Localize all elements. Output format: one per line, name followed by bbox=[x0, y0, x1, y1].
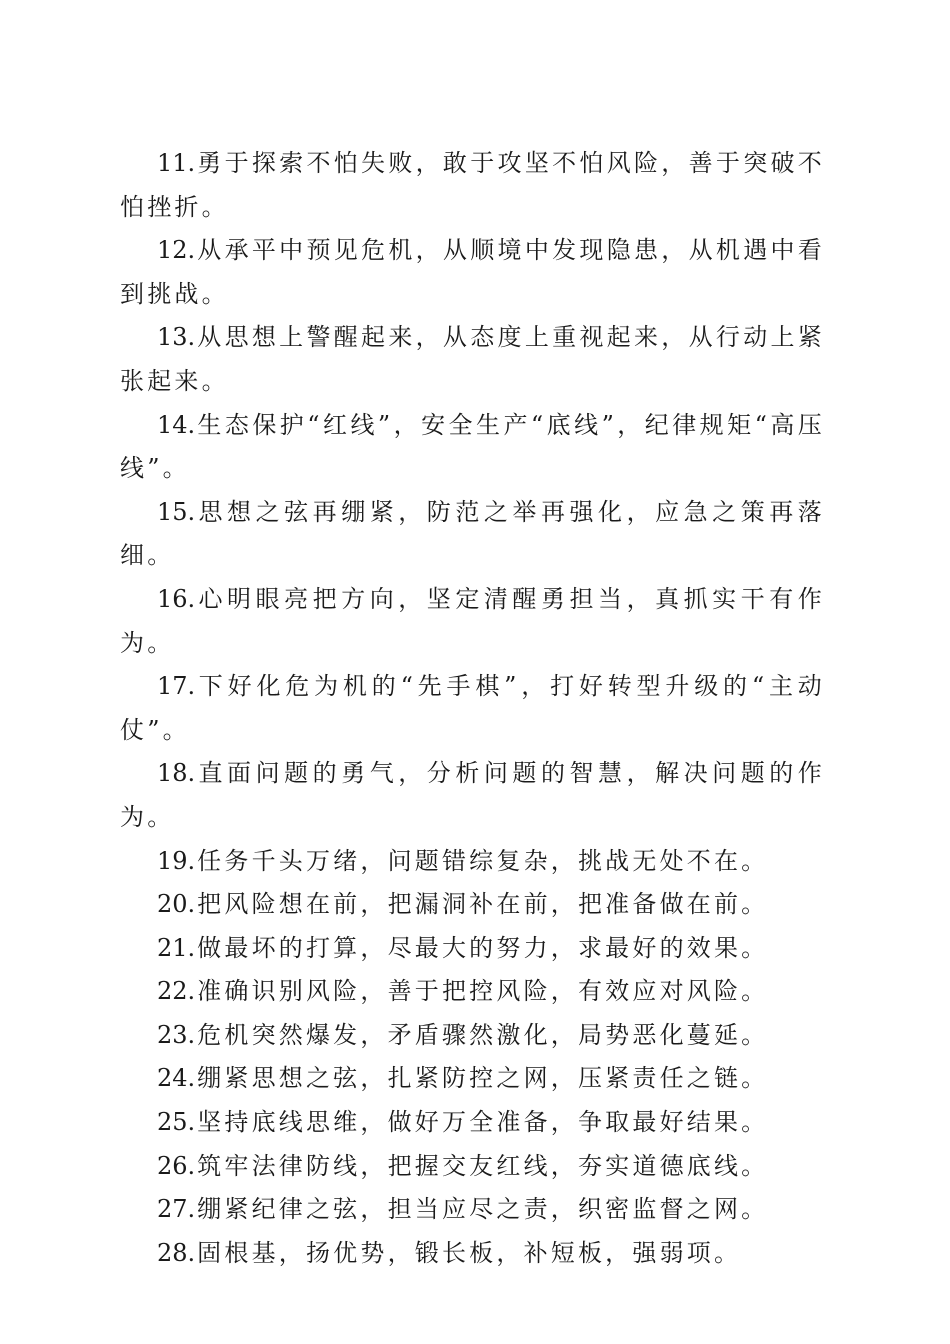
item-text: 下好化危为机的“先手棋”，打好转型升级的“主动仗”。 bbox=[120, 672, 825, 744]
item-text: 从承平中预见危机，从顺境中发现隐患，从机遇中看到挑战。 bbox=[120, 236, 825, 308]
list-item bbox=[120, 142, 825, 229]
item-number: 12. bbox=[157, 236, 196, 265]
list-item bbox=[120, 927, 825, 971]
list-item bbox=[120, 665, 825, 752]
item-number: 21. bbox=[157, 933, 196, 962]
item-number: 11. bbox=[157, 149, 196, 177]
item-text: 生态保护“红线”，安全生产“底线”，纪律规矩“高压线”。 bbox=[120, 410, 825, 483]
item-number: 15. bbox=[157, 497, 196, 526]
item-text: 坚持底线思维，做好万全准备，争取最好结果。 bbox=[197, 1108, 769, 1137]
list-item bbox=[120, 970, 825, 1014]
item-text: 做最坏的打算，尽最大的努力，求最好的效果。 bbox=[197, 933, 769, 962]
item-number: 27. bbox=[157, 1195, 196, 1224]
item-text: 思想之弦再绷紧，防范之举再强化，应急之策再落细。 bbox=[120, 497, 825, 570]
item-number: 14. bbox=[157, 410, 196, 439]
list-item bbox=[120, 752, 825, 839]
item-number: 22. bbox=[157, 977, 196, 1006]
item-number: 26. bbox=[157, 1151, 196, 1180]
item-number: 20. bbox=[157, 890, 196, 919]
item-number: 13. bbox=[157, 323, 196, 352]
item-text: 准确识别风险，善于把控风险，有效应对风险。 bbox=[197, 977, 769, 1006]
item-text: 心明眼亮把方向，坚定清醒勇担当，真抓实干有作为。 bbox=[120, 584, 825, 657]
list-item bbox=[120, 404, 825, 491]
list-item bbox=[120, 491, 825, 578]
item-number: 23. bbox=[157, 1020, 196, 1049]
item-text: 固根基，扬优势，锻长板，补短板，强弱项。 bbox=[197, 1238, 742, 1267]
list-item bbox=[120, 1101, 825, 1145]
item-number: 28. bbox=[157, 1238, 196, 1267]
list-item bbox=[120, 316, 825, 403]
document-body bbox=[120, 142, 825, 1275]
list-item bbox=[120, 1232, 825, 1276]
list-item bbox=[120, 1014, 825, 1058]
item-number: 25. bbox=[157, 1108, 196, 1137]
list-item bbox=[120, 1057, 825, 1101]
item-text: 绷紧思想之弦，扎紧防控之网，压紧责任之链。 bbox=[197, 1064, 769, 1093]
item-text: 从思想上警醒起来，从态度上重视起来，从行动上紧张起来。 bbox=[120, 323, 825, 395]
item-number: 19. bbox=[157, 846, 196, 875]
item-number: 18. bbox=[157, 759, 196, 788]
item-text: 任务千头万绪，问题错综复杂，挑战无处不在。 bbox=[197, 846, 769, 875]
item-text: 筑牢法律防线，把握交友红线，夯实道德底线。 bbox=[197, 1151, 769, 1180]
list-item bbox=[120, 1145, 825, 1189]
list-item bbox=[120, 578, 825, 665]
list-item bbox=[120, 883, 825, 927]
item-text: 勇于探索不怕失败，敢于攻坚不怕风险，善于突破不怕挫折。 bbox=[120, 149, 825, 221]
list-item bbox=[120, 229, 825, 316]
item-text: 把风险想在前，把漏洞补在前，把准备做在前。 bbox=[197, 890, 769, 919]
item-text: 直面问题的勇气，分析问题的智慧，解决问题的作为。 bbox=[120, 759, 825, 831]
item-text: 危机突然爆发，矛盾骤然激化，局势恶化蔓延。 bbox=[197, 1020, 769, 1049]
list-item bbox=[120, 840, 825, 884]
item-text: 绷紧纪律之弦，担当应尽之责，织密监督之网。 bbox=[197, 1195, 769, 1224]
list-item bbox=[120, 1188, 825, 1232]
item-number: 17. bbox=[157, 672, 196, 701]
item-number: 24. bbox=[157, 1064, 196, 1093]
item-number: 16. bbox=[157, 584, 196, 613]
